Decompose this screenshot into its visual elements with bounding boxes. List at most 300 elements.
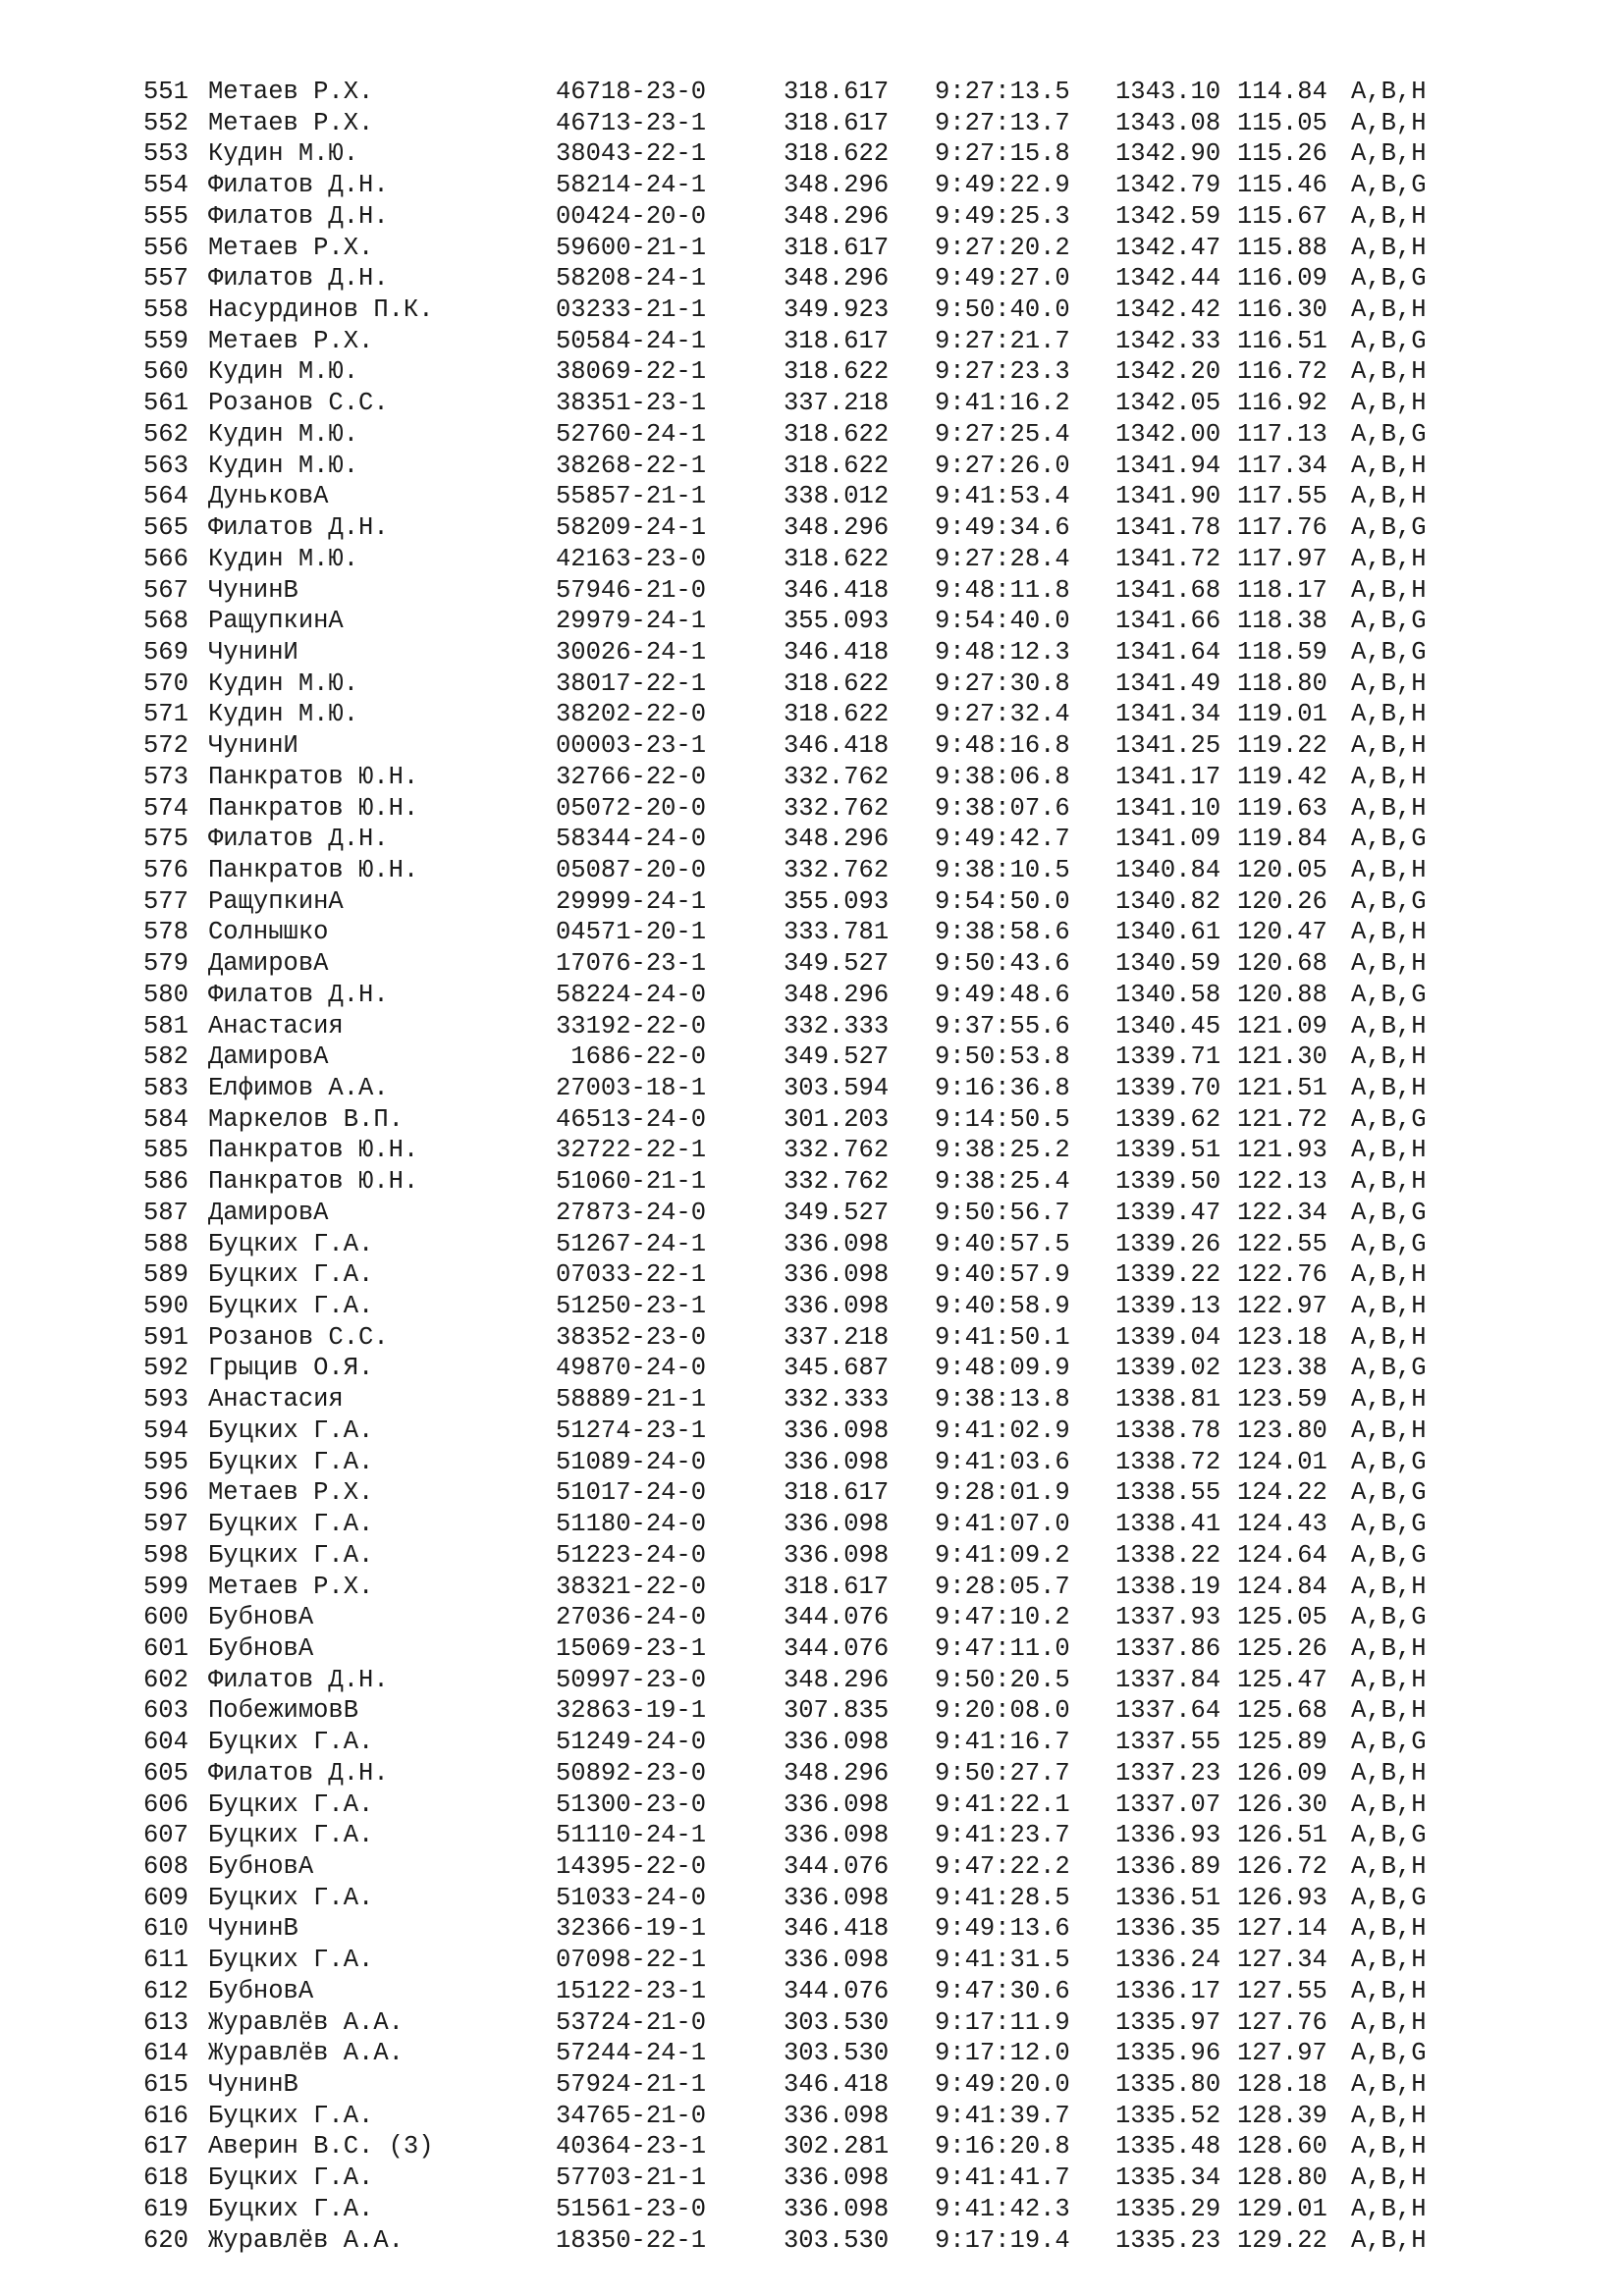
time-cell: 9:41:50.1	[935, 1322, 1070, 1352]
name-cell: Кудин М.Ю.	[208, 139, 359, 169]
ring-cell: 40364-23-1	[556, 2132, 707, 2162]
ring-cell: 42163-23-0	[556, 544, 707, 573]
dist-cell: 348.296	[784, 1758, 890, 1788]
flags-cell: A,B,G	[1351, 1447, 1427, 1476]
coef-cell: 115.05	[1237, 108, 1327, 137]
flags-cell: A,B,G	[1351, 607, 1427, 636]
ring-cell: 32366-19-1	[556, 1914, 707, 1944]
place-cell: 619	[143, 2194, 189, 2223]
dist-cell: 336.098	[784, 2194, 890, 2223]
place-cell: 607	[143, 1821, 189, 1850]
place-cell: 614	[143, 2039, 189, 2068]
name-cell: Буцких Г.А.	[208, 2194, 374, 2223]
speed-cell: 1336.89	[1115, 1851, 1221, 1881]
place-cell: 617	[143, 2132, 189, 2162]
place-cell: 593	[143, 1385, 189, 1415]
place-cell: 568	[143, 607, 189, 636]
place-cell: 554	[143, 171, 189, 200]
dist-cell: 337.218	[784, 389, 890, 418]
flags-cell: A,B,H	[1351, 1074, 1427, 1102]
place-cell: 553	[143, 139, 189, 169]
ring-cell: 32722-22-1	[556, 1136, 707, 1165]
name-cell: Метаев Р.Х.	[208, 1478, 374, 1508]
time-cell: 9:49:42.7	[935, 825, 1070, 854]
dist-cell: 348.296	[784, 513, 890, 543]
name-cell: Маркелов В.П.	[208, 1104, 404, 1134]
flags-cell: A,B,G	[1351, 1883, 1427, 1912]
coef-cell: 127.14	[1237, 1914, 1327, 1944]
speed-cell: 1339.50	[1115, 1167, 1221, 1197]
flags-cell: A,B,H	[1351, 1789, 1427, 1819]
time-cell: 9:27:15.8	[935, 139, 1070, 169]
place-cell: 608	[143, 1851, 189, 1881]
speed-cell: 1341.25	[1115, 731, 1221, 761]
place-cell: 605	[143, 1758, 189, 1788]
time-cell: 9:27:26.0	[935, 451, 1070, 480]
flags-cell: A,B,H	[1351, 2101, 1427, 2130]
time-cell: 9:48:12.3	[935, 637, 1070, 667]
coef-cell: 119.22	[1237, 731, 1327, 761]
flags-cell: A,B,H	[1351, 575, 1427, 605]
speed-cell: 1336.93	[1115, 1821, 1221, 1850]
name-cell: Филатов Д.Н.	[208, 825, 389, 854]
coef-cell: 116.51	[1237, 326, 1327, 355]
coef-cell: 128.18	[1237, 2070, 1327, 2099]
name-cell: Буцких Г.А.	[208, 1883, 374, 1912]
coef-cell: 126.72	[1237, 1851, 1327, 1881]
flags-cell: A,B,H	[1351, 2132, 1427, 2162]
place-cell: 600	[143, 1603, 189, 1632]
flags-cell: A,B,G	[1351, 1821, 1427, 1850]
time-cell: 9:38:07.6	[935, 793, 1070, 823]
coef-cell: 128.39	[1237, 2101, 1327, 2130]
flags-cell: A,B,G	[1351, 1728, 1427, 1757]
flags-cell: A,B,H	[1351, 918, 1427, 947]
ring-cell: 27873-24-0	[556, 1198, 707, 1227]
speed-cell: 1340.59	[1115, 949, 1221, 979]
speed-cell: 1341.17	[1115, 762, 1221, 791]
ring-cell: 59600-21-1	[556, 233, 707, 262]
place-cell: 574	[143, 793, 189, 823]
time-cell: 9:41:53.4	[935, 482, 1070, 511]
coef-cell: 125.05	[1237, 1603, 1327, 1632]
speed-cell: 1342.79	[1115, 171, 1221, 200]
coef-cell: 119.63	[1237, 793, 1327, 823]
time-cell: 9:41:16.7	[935, 1728, 1070, 1757]
time-cell: 9:17:12.0	[935, 2039, 1070, 2068]
speed-cell: 1339.70	[1115, 1074, 1221, 1102]
ring-cell: 38268-22-1	[556, 451, 707, 480]
dist-cell: 318.622	[784, 357, 890, 387]
time-cell: 9:49:34.6	[935, 513, 1070, 543]
time-cell: 9:40:58.9	[935, 1292, 1070, 1321]
name-cell: Метаев Р.Х.	[208, 326, 374, 355]
place-cell: 564	[143, 482, 189, 511]
dist-cell: 318.622	[784, 139, 890, 169]
name-cell: Филатов Д.Н.	[208, 513, 389, 543]
speed-cell: 1338.81	[1115, 1385, 1221, 1415]
name-cell: Буцких Г.А.	[208, 1540, 374, 1570]
time-cell: 9:41:31.5	[935, 1946, 1070, 1975]
flags-cell: A,B,H	[1351, 1851, 1427, 1881]
speed-cell: 1340.84	[1115, 855, 1221, 884]
name-cell: Метаев Р.Х.	[208, 78, 374, 106]
name-cell: Филатов Д.Н.	[208, 264, 389, 294]
speed-cell: 1335.80	[1115, 2070, 1221, 2099]
time-cell: 9:27:32.4	[935, 700, 1070, 729]
ring-cell: 38202-22-0	[556, 700, 707, 729]
time-cell: 9:20:08.0	[935, 1696, 1070, 1726]
dist-cell: 333.781	[784, 918, 890, 947]
flags-cell: A,B,H	[1351, 1385, 1427, 1415]
flags-cell: A,B,H	[1351, 2007, 1427, 2037]
speed-cell: 1339.62	[1115, 1104, 1221, 1134]
coef-cell: 127.55	[1237, 1976, 1327, 2005]
name-cell: Филатов Д.Н.	[208, 1758, 389, 1788]
flags-cell: A,B,G	[1351, 1198, 1427, 1227]
flags-cell: A,B,G	[1351, 1478, 1427, 1508]
flags-cell: A,B,G	[1351, 264, 1427, 294]
name-cell: ЧунинВ	[208, 1914, 298, 1944]
speed-cell: 1341.94	[1115, 451, 1221, 480]
name-cell: Кудин М.Ю.	[208, 700, 359, 729]
ring-cell: 58224-24-0	[556, 980, 707, 1009]
place-cell: 578	[143, 918, 189, 947]
name-cell: ПобежимовВ	[208, 1696, 359, 1726]
speed-cell: 1342.00	[1115, 419, 1221, 449]
time-cell: 9:38:06.8	[935, 762, 1070, 791]
ring-cell: 52760-24-1	[556, 419, 707, 449]
speed-cell: 1337.23	[1115, 1758, 1221, 1788]
ring-cell: 14395-22-0	[556, 1851, 707, 1881]
ring-cell: 30026-24-1	[556, 637, 707, 667]
speed-cell: 1341.68	[1115, 575, 1221, 605]
dist-cell: 332.762	[784, 855, 890, 884]
name-cell: Буцких Г.А.	[208, 1946, 374, 1975]
place-cell: 586	[143, 1167, 189, 1197]
name-cell: Метаев Р.Х.	[208, 1572, 374, 1601]
name-cell: Журавлёв А.А.	[208, 2007, 404, 2037]
dist-cell: 348.296	[784, 980, 890, 1009]
coef-cell: 118.17	[1237, 575, 1327, 605]
flags-cell: A,B,H	[1351, 1011, 1427, 1041]
coef-cell: 118.59	[1237, 637, 1327, 667]
coef-cell: 119.84	[1237, 825, 1327, 854]
place-cell: 561	[143, 389, 189, 418]
flags-cell: A,B,H	[1351, 1758, 1427, 1788]
time-cell: 9:50:56.7	[935, 1198, 1070, 1227]
dist-cell: 318.617	[784, 233, 890, 262]
place-cell: 591	[143, 1322, 189, 1352]
ring-cell: 51249-24-0	[556, 1728, 707, 1757]
time-cell: 9:40:57.9	[935, 1260, 1070, 1290]
speed-cell: 1335.29	[1115, 2194, 1221, 2223]
time-cell: 9:50:43.6	[935, 949, 1070, 979]
ring-cell: 58214-24-1	[556, 171, 707, 200]
place-cell: 585	[143, 1136, 189, 1165]
name-cell: Филатов Д.Н.	[208, 201, 389, 231]
ring-cell: 53724-21-0	[556, 2007, 707, 2037]
place-cell: 616	[143, 2101, 189, 2130]
dist-cell: 318.622	[784, 700, 890, 729]
place-cell: 572	[143, 731, 189, 761]
time-cell: 9:50:53.8	[935, 1042, 1070, 1072]
speed-cell: 1342.05	[1115, 389, 1221, 418]
time-cell: 9:50:40.0	[935, 295, 1070, 325]
name-cell: Панкратов Ю.Н.	[208, 762, 419, 791]
speed-cell: 1342.20	[1115, 357, 1221, 387]
ring-cell: 51250-23-1	[556, 1292, 707, 1321]
ring-cell: 50997-23-0	[556, 1665, 707, 1694]
coef-cell: 117.13	[1237, 419, 1327, 449]
coef-cell: 126.51	[1237, 1821, 1327, 1850]
coef-cell: 122.97	[1237, 1292, 1327, 1321]
ring-cell: 58344-24-0	[556, 825, 707, 854]
time-cell: 9:49:48.6	[935, 980, 1070, 1009]
speed-cell: 1338.41	[1115, 1510, 1221, 1539]
name-cell: Кудин М.Ю.	[208, 357, 359, 387]
name-cell: Кудин М.Ю.	[208, 544, 359, 573]
time-cell: 9:49:25.3	[935, 201, 1070, 231]
speed-cell: 1338.55	[1115, 1478, 1221, 1508]
coef-cell: 121.51	[1237, 1074, 1327, 1102]
speed-cell: 1339.47	[1115, 1198, 1221, 1227]
place-cell: 576	[143, 855, 189, 884]
ring-cell: 17076-23-1	[556, 949, 707, 979]
flags-cell: A,B,G	[1351, 1354, 1427, 1383]
speed-cell: 1339.71	[1115, 1042, 1221, 1072]
dist-cell: 318.617	[784, 326, 890, 355]
time-cell: 9:16:36.8	[935, 1074, 1070, 1102]
dist-cell: 318.622	[784, 419, 890, 449]
coef-cell: 124.64	[1237, 1540, 1327, 1570]
dist-cell: 336.098	[784, 1510, 890, 1539]
dist-cell: 318.617	[784, 108, 890, 137]
time-cell: 9:16:20.8	[935, 2132, 1070, 2162]
name-cell: Филатов Д.Н.	[208, 980, 389, 1009]
name-cell: Панкратов Ю.Н.	[208, 1136, 419, 1165]
name-cell: РащупкинА	[208, 886, 344, 916]
time-cell: 9:27:13.5	[935, 78, 1070, 106]
flags-cell: A,B,H	[1351, 1696, 1427, 1726]
name-cell: Анастасия	[208, 1385, 344, 1415]
coef-cell: 122.13	[1237, 1167, 1327, 1197]
coef-cell: 120.26	[1237, 886, 1327, 916]
name-cell: Кудин М.Ю.	[208, 419, 359, 449]
coef-cell: 123.59	[1237, 1385, 1327, 1415]
time-cell: 9:38:13.8	[935, 1385, 1070, 1415]
ring-cell: 51300-23-0	[556, 1789, 707, 1819]
speed-cell: 1337.55	[1115, 1728, 1221, 1757]
name-cell: ДамировА	[208, 949, 329, 979]
dist-cell: 338.012	[784, 482, 890, 511]
speed-cell: 1339.26	[1115, 1229, 1221, 1258]
coef-cell: 124.84	[1237, 1572, 1327, 1601]
flags-cell: A,B,H	[1351, 1633, 1427, 1663]
coef-cell: 125.68	[1237, 1696, 1327, 1726]
coef-cell: 124.43	[1237, 1510, 1327, 1539]
ring-cell: 49870-24-0	[556, 1354, 707, 1383]
speed-cell: 1338.19	[1115, 1572, 1221, 1601]
name-cell: Метаев Р.Х.	[208, 108, 374, 137]
speed-cell: 1342.42	[1115, 295, 1221, 325]
flags-cell: A,B,H	[1351, 949, 1427, 979]
time-cell: 9:47:22.2	[935, 1851, 1070, 1881]
coef-cell: 121.72	[1237, 1104, 1327, 1134]
name-cell: Розанов С.С.	[208, 1322, 389, 1352]
coef-cell: 126.09	[1237, 1758, 1327, 1788]
dist-cell: 332.762	[784, 1136, 890, 1165]
dist-cell: 318.617	[784, 1572, 890, 1601]
ring-cell: 46718-23-0	[556, 78, 707, 106]
ring-cell: 07033-22-1	[556, 1260, 707, 1290]
dist-cell: 355.093	[784, 607, 890, 636]
flags-cell: A,B,G	[1351, 171, 1427, 200]
flags-cell: A,B,G	[1351, 886, 1427, 916]
coef-cell: 117.97	[1237, 544, 1327, 573]
place-cell: 602	[143, 1665, 189, 1694]
place-cell: 559	[143, 326, 189, 355]
ring-cell: 34765-21-0	[556, 2101, 707, 2130]
flags-cell: A,B,H	[1351, 793, 1427, 823]
time-cell: 9:41:22.1	[935, 1789, 1070, 1819]
name-cell: Журавлёв А.А.	[208, 2039, 404, 2068]
name-cell: Аверин В.С. (3)	[208, 2132, 434, 2162]
ring-cell: 1686-22-0	[556, 1042, 707, 1072]
flags-cell: A,B,G	[1351, 825, 1427, 854]
name-cell: РащупкинА	[208, 607, 344, 636]
place-cell: 615	[143, 2070, 189, 2099]
ring-cell: 38069-22-1	[556, 357, 707, 387]
place-cell: 595	[143, 1447, 189, 1476]
name-cell: Журавлёв А.А.	[208, 2225, 404, 2255]
ring-cell: 27036-24-0	[556, 1603, 707, 1632]
ring-cell: 15069-23-1	[556, 1633, 707, 1663]
ring-cell: 51110-24-1	[556, 1821, 707, 1850]
flags-cell: A,B,H	[1351, 78, 1427, 106]
dist-cell: 318.617	[784, 1478, 890, 1508]
dist-cell: 346.418	[784, 731, 890, 761]
speed-cell: 1335.97	[1115, 2007, 1221, 2037]
time-cell: 9:38:58.6	[935, 918, 1070, 947]
speed-cell: 1342.90	[1115, 139, 1221, 169]
time-cell: 9:41:03.6	[935, 1447, 1070, 1476]
speed-cell: 1337.64	[1115, 1696, 1221, 1726]
name-cell: Метаев Р.Х.	[208, 233, 374, 262]
flags-cell: A,B,H	[1351, 855, 1427, 884]
flags-cell: A,B,H	[1351, 762, 1427, 791]
speed-cell: 1340.61	[1115, 918, 1221, 947]
ring-cell: 04571-20-1	[556, 918, 707, 947]
name-cell: БубновА	[208, 1976, 314, 2005]
speed-cell: 1341.66	[1115, 607, 1221, 636]
dist-cell: 302.281	[784, 2132, 890, 2162]
coef-cell: 118.80	[1237, 668, 1327, 698]
speed-cell: 1341.64	[1115, 637, 1221, 667]
flags-cell: A,B,H	[1351, 1946, 1427, 1975]
time-cell: 9:38:25.2	[935, 1136, 1070, 1165]
coef-cell: 127.97	[1237, 2039, 1327, 2068]
place-cell: 601	[143, 1633, 189, 1663]
coef-cell: 126.30	[1237, 1789, 1327, 1819]
time-cell: 9:48:09.9	[935, 1354, 1070, 1383]
dist-cell: 318.622	[784, 544, 890, 573]
speed-cell: 1337.84	[1115, 1665, 1221, 1694]
speed-cell: 1342.44	[1115, 264, 1221, 294]
dist-cell: 348.296	[784, 825, 890, 854]
coef-cell: 117.55	[1237, 482, 1327, 511]
flags-cell: A,B,H	[1351, 1914, 1427, 1944]
time-cell: 9:41:02.9	[935, 1415, 1070, 1445]
coef-cell: 123.80	[1237, 1415, 1327, 1445]
time-cell: 9:49:27.0	[935, 264, 1070, 294]
name-cell: ЧунинИ	[208, 637, 298, 667]
flags-cell: A,B,G	[1351, 326, 1427, 355]
coef-cell: 116.30	[1237, 295, 1327, 325]
time-cell: 9:47:30.6	[935, 1976, 1070, 2005]
name-cell: Анастасия	[208, 1011, 344, 1041]
coef-cell: 123.38	[1237, 1354, 1327, 1383]
speed-cell: 1335.23	[1115, 2225, 1221, 2255]
dist-cell: 336.098	[784, 1292, 890, 1321]
flags-cell: A,B,G	[1351, 1510, 1427, 1539]
place-cell: 596	[143, 1478, 189, 1508]
flags-cell: A,B,H	[1351, 1260, 1427, 1290]
place-cell: 569	[143, 637, 189, 667]
flags-cell: A,B,H	[1351, 2225, 1427, 2255]
time-cell: 9:40:57.5	[935, 1229, 1070, 1258]
flags-cell: A,B,H	[1351, 108, 1427, 137]
time-cell: 9:38:25.4	[935, 1167, 1070, 1197]
time-cell: 9:28:01.9	[935, 1478, 1070, 1508]
flags-cell: A,B,H	[1351, 1976, 1427, 2005]
ring-cell: 00003-23-1	[556, 731, 707, 761]
dist-cell: 346.418	[784, 575, 890, 605]
name-cell: Буцких Г.А.	[208, 1447, 374, 1476]
flags-cell: A,B,H	[1351, 668, 1427, 698]
ring-cell: 32863-19-1	[556, 1696, 707, 1726]
ring-cell: 57703-21-1	[556, 2163, 707, 2193]
flags-cell: A,B,H	[1351, 233, 1427, 262]
ring-cell: 18350-22-1	[556, 2225, 707, 2255]
dist-cell: 332.762	[784, 793, 890, 823]
speed-cell: 1341.09	[1115, 825, 1221, 854]
place-cell: 609	[143, 1883, 189, 1912]
name-cell: Кудин М.Ю.	[208, 451, 359, 480]
flags-cell: A,B,H	[1351, 1322, 1427, 1352]
time-cell: 9:41:23.7	[935, 1821, 1070, 1850]
speed-cell: 1341.78	[1115, 513, 1221, 543]
dist-cell: 336.098	[784, 2101, 890, 2130]
dist-cell: 349.923	[784, 295, 890, 325]
speed-cell: 1335.34	[1115, 2163, 1221, 2193]
time-cell: 9:47:10.2	[935, 1603, 1070, 1632]
name-cell: БубновА	[208, 1633, 314, 1663]
flags-cell: A,B,H	[1351, 731, 1427, 761]
speed-cell: 1342.59	[1115, 201, 1221, 231]
name-cell: Буцких Г.А.	[208, 1510, 374, 1539]
place-cell: 580	[143, 980, 189, 1009]
dist-cell: 336.098	[784, 1946, 890, 1975]
name-cell: ЧунинВ	[208, 2070, 298, 2099]
ring-cell: 32766-22-0	[556, 762, 707, 791]
flags-cell: A,B,H	[1351, 1136, 1427, 1165]
place-cell: 551	[143, 78, 189, 106]
place-cell: 604	[143, 1728, 189, 1757]
speed-cell: 1341.34	[1115, 700, 1221, 729]
dist-cell: 346.418	[784, 637, 890, 667]
ring-cell: 51060-21-1	[556, 1167, 707, 1197]
